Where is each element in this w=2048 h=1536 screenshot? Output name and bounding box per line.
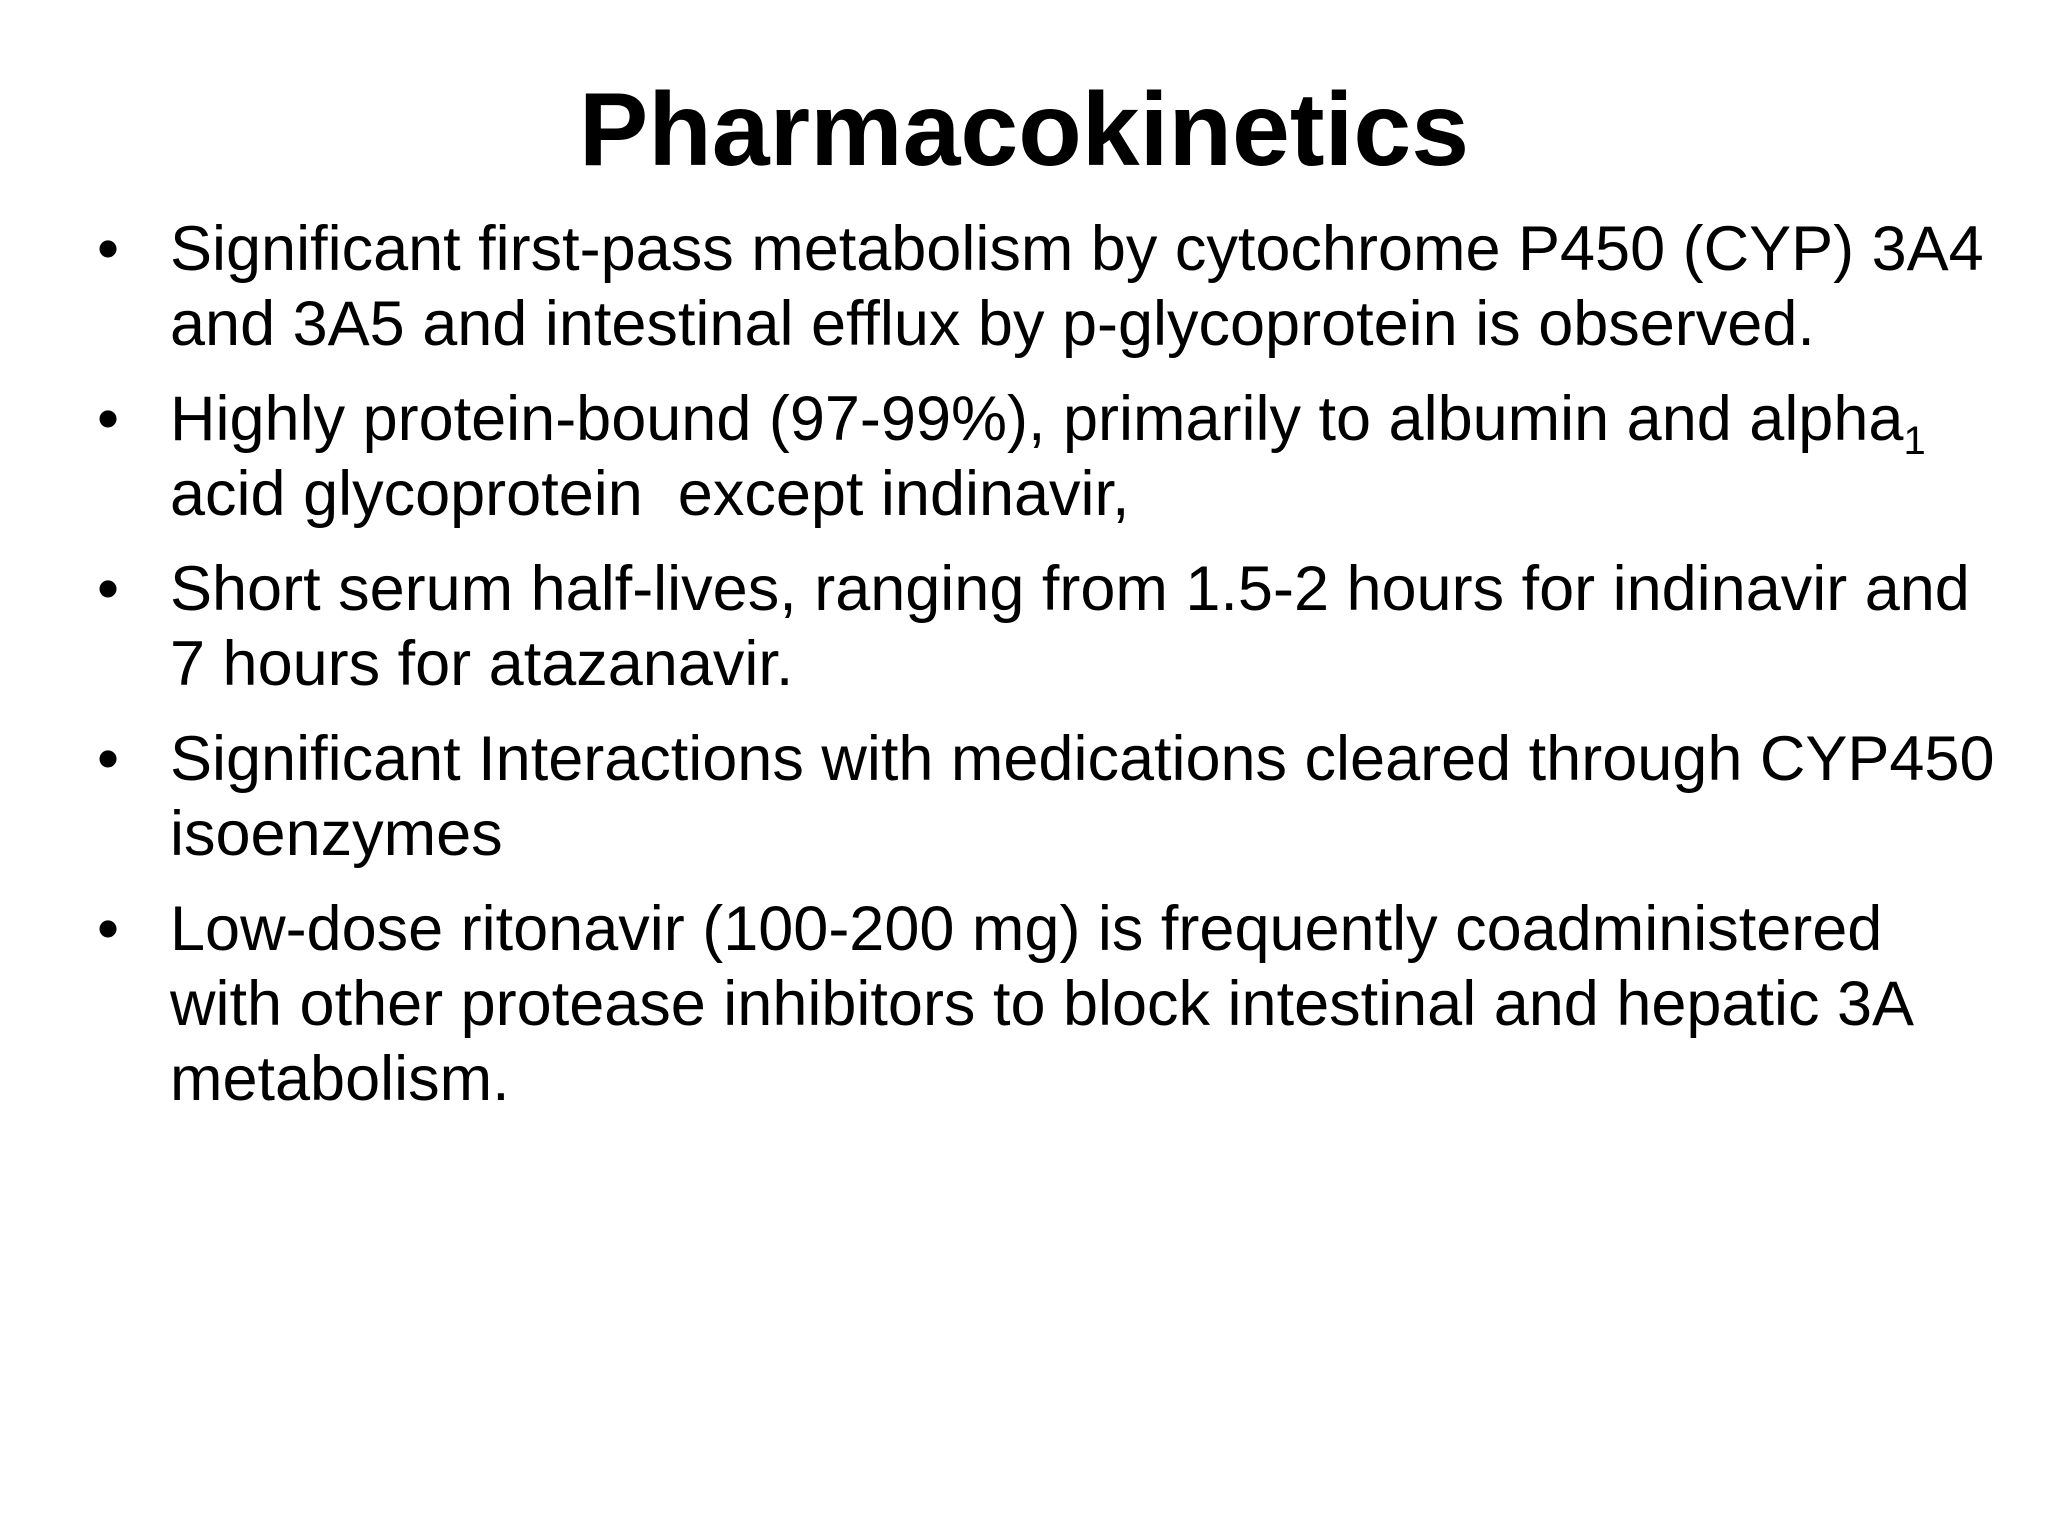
bullet-dot-icon: •	[96, 554, 120, 624]
bullet-text: Significant Interactions with medications cleared through CYP450 isoenzymes	[170, 724, 1995, 869]
bullet-item	[88, 892, 1998, 1117]
slide-title: Pharmacokinetics	[578, 72, 1470, 188]
bullet-dot-icon: •	[96, 214, 120, 284]
bullet-item	[88, 722, 1998, 872]
bullet-text-end: acid glycoprotein except indinavir,	[170, 384, 1944, 529]
bullet-item	[88, 212, 1998, 362]
bullet-dot-icon: •	[96, 724, 120, 794]
bullet-item	[88, 382, 1998, 532]
bullet-dot-icon: •	[96, 384, 120, 454]
bullet-dot-icon: •	[96, 894, 120, 964]
bullet-text: Significant first-pass metabolism by cytochrome P450 (CYP) 3A4 and 3A5 and intestinal efflux by p-glycoprotein is observed.	[170, 214, 1984, 359]
bullet-item	[88, 552, 1998, 702]
bullet-list	[88, 212, 1998, 1137]
bullet-text: Short serum half-lives, ranging from 1.5-2 hours for indinavir and 7 hours for atazanavir.	[170, 554, 1970, 699]
bullet-text-start: Highly protein-bound (97-99%), primarily to albumin and alpha	[170, 384, 1904, 454]
bullet-subscript: 1	[1903, 419, 1926, 463]
bullet-text: Low-dose ritonavir (100-200 mg) is frequently coadministered with other protease inhibitors to block intestinal and hepatic 3A metabolism.	[170, 894, 1911, 1114]
